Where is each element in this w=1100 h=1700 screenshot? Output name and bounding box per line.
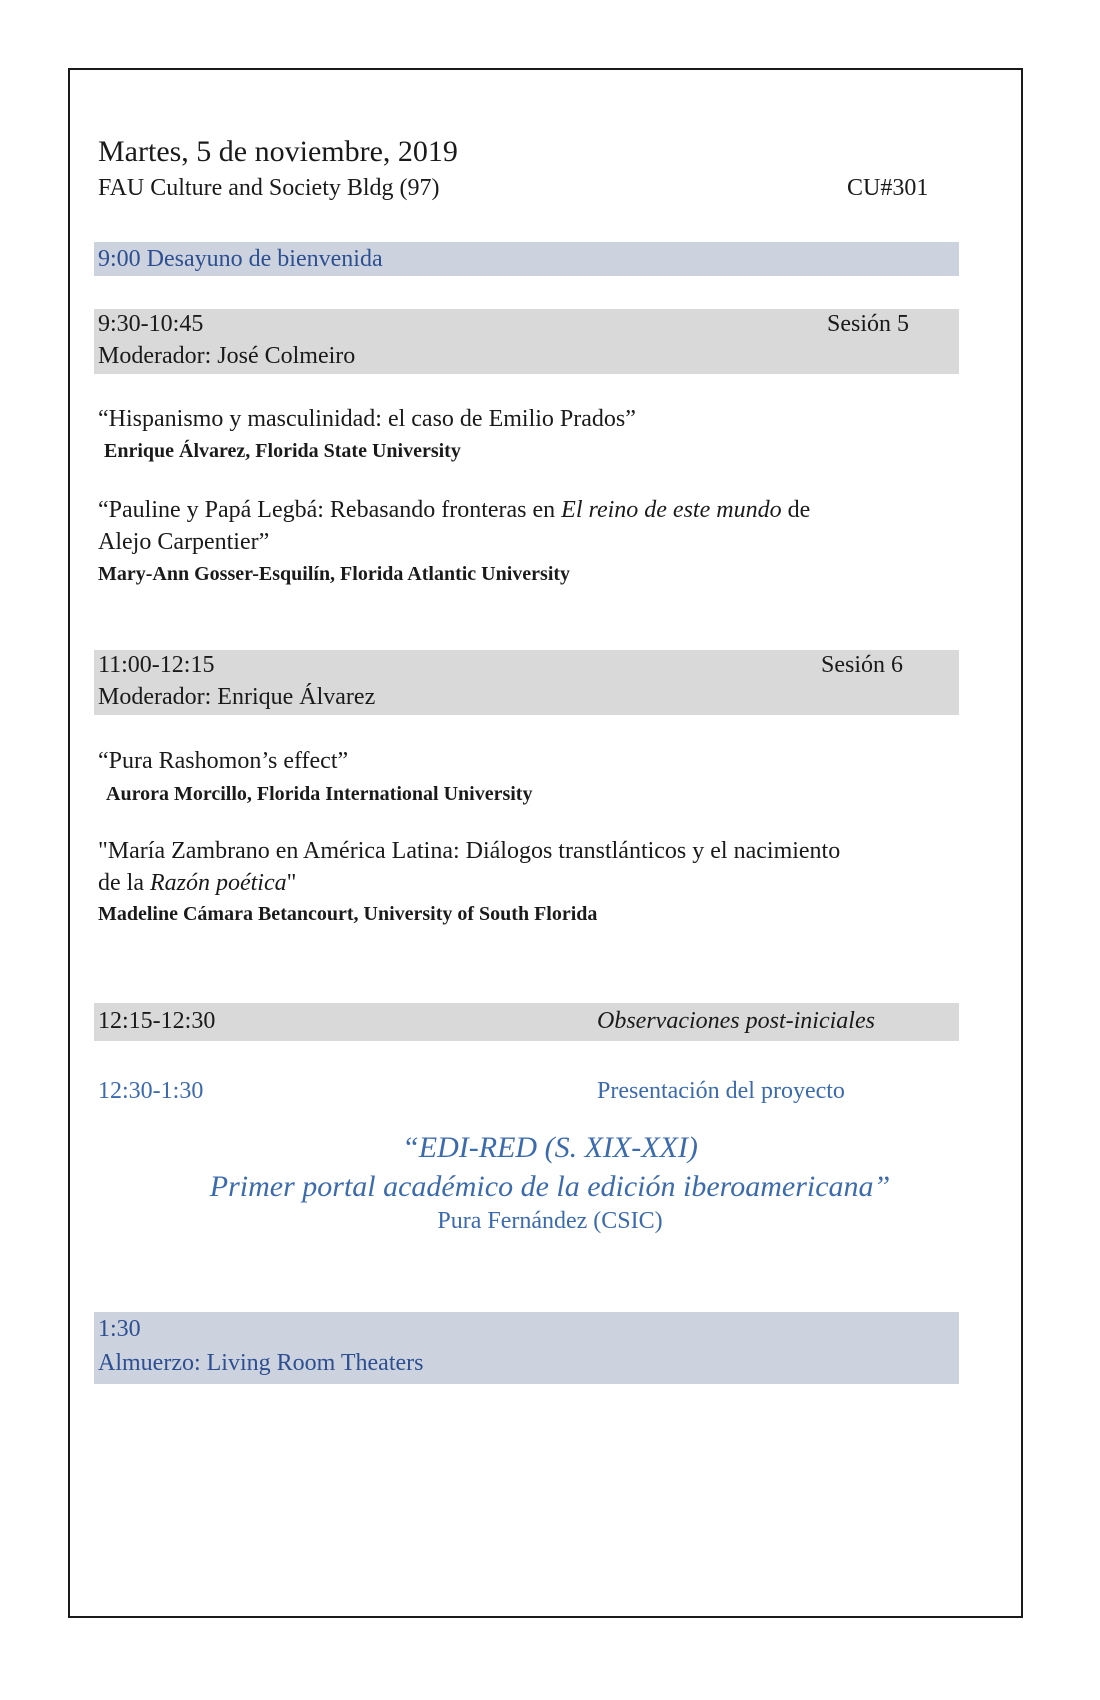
paper-author: Aurora Morcillo, Florida International University (106, 783, 533, 805)
paper-title-continued: de la Razón poética" (98, 870, 297, 896)
paper-author: Enrique Álvarez, Florida State University (104, 440, 461, 462)
observations-label: Observaciones post-iniciales (597, 1008, 875, 1034)
presentation-time: 12:30-1:30 (98, 1078, 204, 1104)
paper-author: Madeline Cámara Betancourt, University of South Florida (98, 903, 598, 925)
project-title: “EDI-RED (S. XIX-XXI) (402, 1131, 698, 1164)
lunch-label: Almuerzo: Living Room Theaters (98, 1350, 424, 1376)
lunch-bar (94, 1312, 959, 1384)
day-heading: Martes, 5 de noviembre, 2019 (98, 135, 458, 168)
paper-title: “Hispanismo y masculinidad: el caso de Emilio Prados” (98, 406, 636, 432)
paper-title: "María Zambrano en América Latina: Diálogos transtlánticos y el nacimiento (98, 838, 841, 864)
session6-bar (94, 650, 959, 715)
paper-title: “Pura Rashomon’s effect” (98, 748, 349, 774)
observations-time: 12:15-12:30 (98, 1008, 216, 1034)
observations-bar (94, 1003, 959, 1041)
session5-label: Sesión 5 (827, 311, 910, 337)
project-presenter: Pura Fernández (CSIC) (437, 1208, 663, 1234)
session6-time: 11:00-12:15 (98, 652, 215, 678)
paper-title-continued: Alejo Carpentier” (98, 529, 270, 555)
paper-author: Mary-Ann Gosser-Esquilín, Florida Atlantic University (98, 563, 571, 585)
session5-time: 9:30-10:45 (98, 311, 204, 337)
session5-moderator: Moderador: José Colmeiro (98, 343, 356, 369)
presentation-label: Presentación del proyecto (597, 1078, 845, 1104)
welcome-text: 9:00 Desayuno de bienvenida (98, 246, 383, 272)
session6-moderator: Moderador: Enrique Álvarez (98, 684, 376, 710)
session6-label: Sesión 6 (821, 652, 904, 678)
lunch-time: 1:30 (98, 1316, 141, 1342)
welcome-bar (94, 242, 959, 276)
room-number: CU#301 (847, 175, 929, 201)
session5-bar (94, 309, 959, 374)
project-subtitle: Primer portal académico de la edición iberoamericana” (209, 1170, 891, 1203)
building-name: FAU Culture and Society Bldg (97) (98, 175, 440, 201)
paper-title: “Pauline y Papá Legbá: Rebasando fronteras en El reino de este mundo de (98, 497, 811, 523)
